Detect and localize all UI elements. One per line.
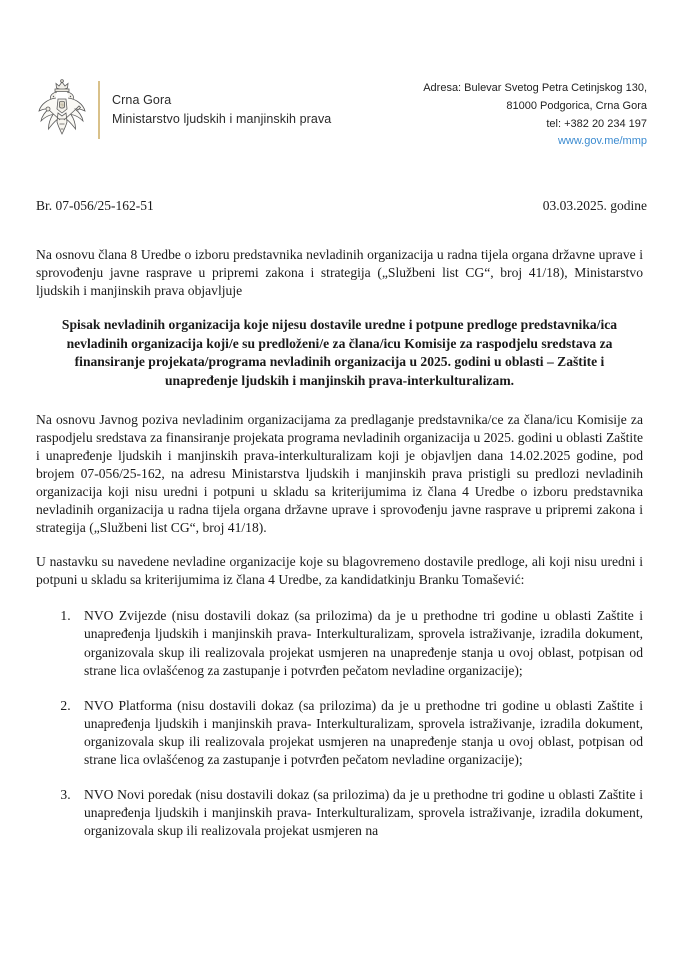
background-paragraph: Na osnovu Javnog poziva nevladinim organizacijama za predlaganje predstavnika/ce za člana/icu Komisije za raspodjelu sredstava za finansiranje projekata programa nevladinih organizacija u 2025. godini u oblasti Zaštite i unapređenje ljudskih i manjinskih prava-interkulturalizam koji je objavljen dana 14.02.2025 godine, pod brojem 07-056/25-162, na adresu Ministarstva ljudskih i manjinskih prava pristigli su predlozi nevladinih organizacija koji nisu uredni i potpuni u skladu sa kriterijumima iz člana 4 Uredbe o izboru predstavnika nevladinih organizacija u radna tijela organa državne uprave i sprovođenju javne rasprave u pripremi zakona i strategija („Službeni list CG“, broj 41/18). xyxy=(36,411,643,536)
address-city: 81000 Podgorica, Crna Gora xyxy=(506,99,647,112)
intro-paragraph: Na osnovu člana 8 Uredbe o izboru predstavnika nevladinih organizacija u radna tijela organa državne uprave i sprovođenju javne rasprave u pripremi zakona i strategija („Službeni list CG“, broj 41/18), Ministarstvo ljudskih i manjinskih prava objavljuje xyxy=(36,247,643,299)
nvo-list xyxy=(36,607,643,840)
list-item: 3. NVO Novi poredak (nisu dostavili dokaz (sa prilozima) da je u prethodne tri godine u oblasti Zaštite i unapređenja ljudskih i manjinskih prava- Interkulturalizam, sprovela istraživanje, izradila dokument, organizovala skup ili realizovala projekat usmjeren na xyxy=(74,786,643,840)
montenegro-coat-of-arms-icon xyxy=(36,78,88,142)
ministry-branding xyxy=(36,78,331,142)
contact-address-block xyxy=(423,78,647,151)
list-item: 1. NVO Zvijezde (nisu dostavili dokaz (sa prilozima) da je u prethodne tri godine u oblasti Zaštite i unapređenja ljudskih i manjinskih prava- Interkulturalizam, sprovela istraživanje, izradila dokument, organizovala skup ili realizovala projekat usmjeren na unapređenje stanja u ovoj oblast, potpisan od strane lica ovlašćenog za zastupanje i potvrđen pečatom nevladine organizacije); xyxy=(74,607,643,679)
listing-intro-paragraph: U nastavku su navedene nevladine organizacije koje su blagovremeno dostavile predloge, ali koji nisu uredni i potpuni u skladu sa kriterijumima iz člana 4 Uredbe, za kandidatkinju Branku Tomašević: xyxy=(36,554,643,588)
address-phone: tel: +382 20 234 197 xyxy=(546,117,647,130)
website-link[interactable]: www.gov.me/mmp xyxy=(557,135,647,148)
document-title: Spisak nevladinih organizacija koje nijesu dostavile uredne i potpune predloge predstavnika/ica nevladinih organizacija koji/e su predloženi/e za člana/icu Komisije za raspodjelu sredstava za finansiranje projekata/programa nevladinih organizacija u 2025. godini u oblasti – Zaštite i unapređenje ljudskih i manjinskih prava-interkulturalizam. xyxy=(61,317,618,389)
ministry-title: Ministarstvo ljudskih i manjinskih prava xyxy=(112,112,332,126)
country-name: Crna Gora xyxy=(112,93,172,108)
address-street: Adresa: Bulevar Svetog Petra Cetinjskog 130, xyxy=(423,82,647,94)
document-date: 03.03.2025. godine xyxy=(542,198,647,213)
document-body xyxy=(36,246,643,857)
reference-number: Br. 07-056/25-162-51 xyxy=(36,198,154,213)
reference-date-row xyxy=(36,197,647,215)
ministry-name-block xyxy=(100,91,331,129)
list-item: 2. NVO Platforma (nisu dostavili dokaz (sa prilozima) da je u prethodne tri godine u oblasti Zaštite i unapređenja ljudskih i manjinskih prava- Interkulturalizam, sprovela istraživanje, izradila dokument, organizovala skup ili realizovala projekat usmjeren na unapređenje stanja u ovoj oblast, potpisan od strane lica ovlašćenog za zastupanje i potvrđen pečatom nevladine organizacije); xyxy=(74,697,643,769)
letterhead xyxy=(0,78,679,148)
